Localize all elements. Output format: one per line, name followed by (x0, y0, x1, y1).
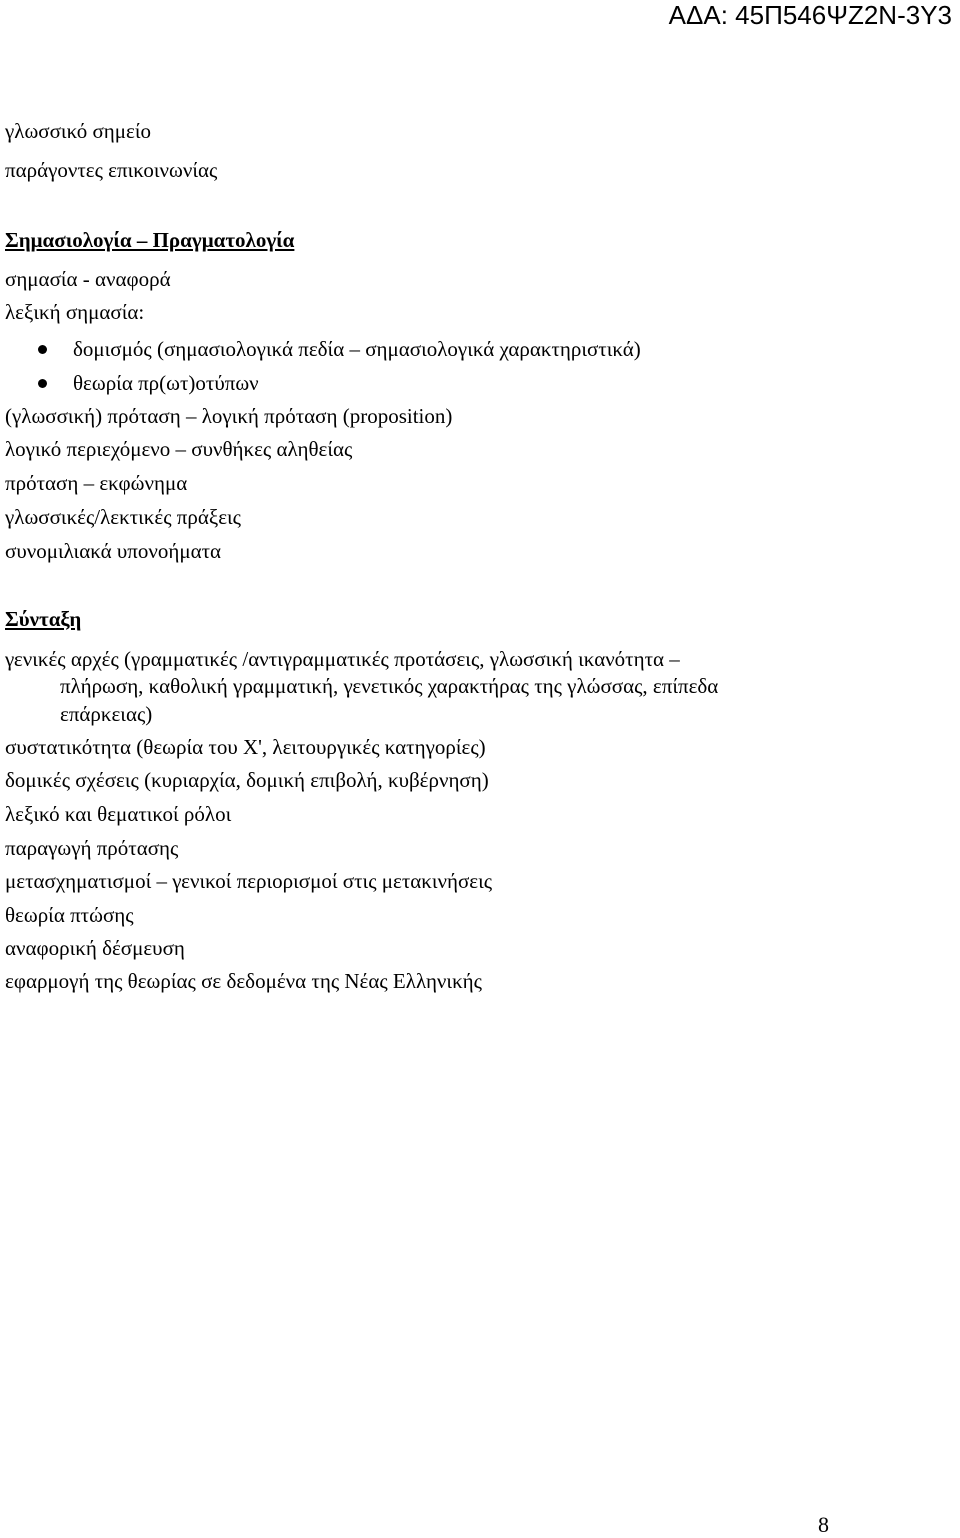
text-line: (γλωσσική) πρόταση – λογική πρόταση (proposition) (5, 404, 453, 428)
list-item: δομισμός (σημασιολογικά πεδία – σημασιολογικά χαρακτηριστικά) (73, 337, 641, 361)
text-line: συστατικότητα (θεωρία του X', λειτουργικές κατηγορίες) (5, 735, 486, 759)
text-line: γλωσσικές/λεκτικές πράξεις (5, 505, 241, 529)
text-line-continued: πλήρωση, καθολική γραμματική, γενετικός χαρακτήρας της γλώσσας, επίπεδα (60, 674, 719, 698)
text-line: σημασία - αναφορά (5, 267, 171, 291)
text-line: παραγωγή πρότασης (5, 836, 179, 860)
bullet-icon (38, 379, 47, 388)
text-line: μετασχηματισμοί – γενικοί περιορισμοί στις μετακινήσεις (5, 869, 493, 893)
text-line: γλωσσικό σημείο (5, 119, 151, 143)
text-line: εφαρμογή της θεωρίας σε δεδομένα της Νέας Ελληνικής (5, 969, 482, 993)
section-heading: Σύνταξη (5, 607, 82, 631)
text-line: λεξικό και θεματικοί ρόλοι (5, 802, 232, 826)
text-line: λεξική σημασία: (5, 300, 145, 324)
text-line: συνομιλιακά υπονοήματα (5, 539, 222, 563)
ada-header: ΑΔΑ: 45Π546ΨΖ2Ν-3Υ3 (668, 0, 952, 30)
text-line: θεωρία πτώσης (5, 903, 134, 927)
bullet-icon (38, 345, 47, 354)
text-line-continued: επάρκειας) (60, 702, 153, 726)
list-item: θεωρία πρ(ωτ)οτύπων (73, 371, 259, 395)
section-heading: Σημασιολογία – Πραγματολογία (5, 228, 295, 252)
text-line: γενικές αρχές (γραμματικές /αντιγραμματικές προτάσεις, γλωσσική ικανότητα – (5, 647, 680, 671)
text-line: λογικό περιεχόμενο – συνθήκες αληθείας (5, 437, 353, 461)
text-line: πρόταση – εκφώνημα (5, 471, 188, 495)
text-line: αναφορική δέσμευση (5, 936, 185, 960)
text-line: δομικές σχέσεις (κυριαρχία, δομική επιβολή, κυβέρνηση) (5, 768, 489, 792)
text-line: παράγοντες επικοινωνίας (5, 158, 218, 182)
page-number: 8 (818, 1512, 829, 1537)
